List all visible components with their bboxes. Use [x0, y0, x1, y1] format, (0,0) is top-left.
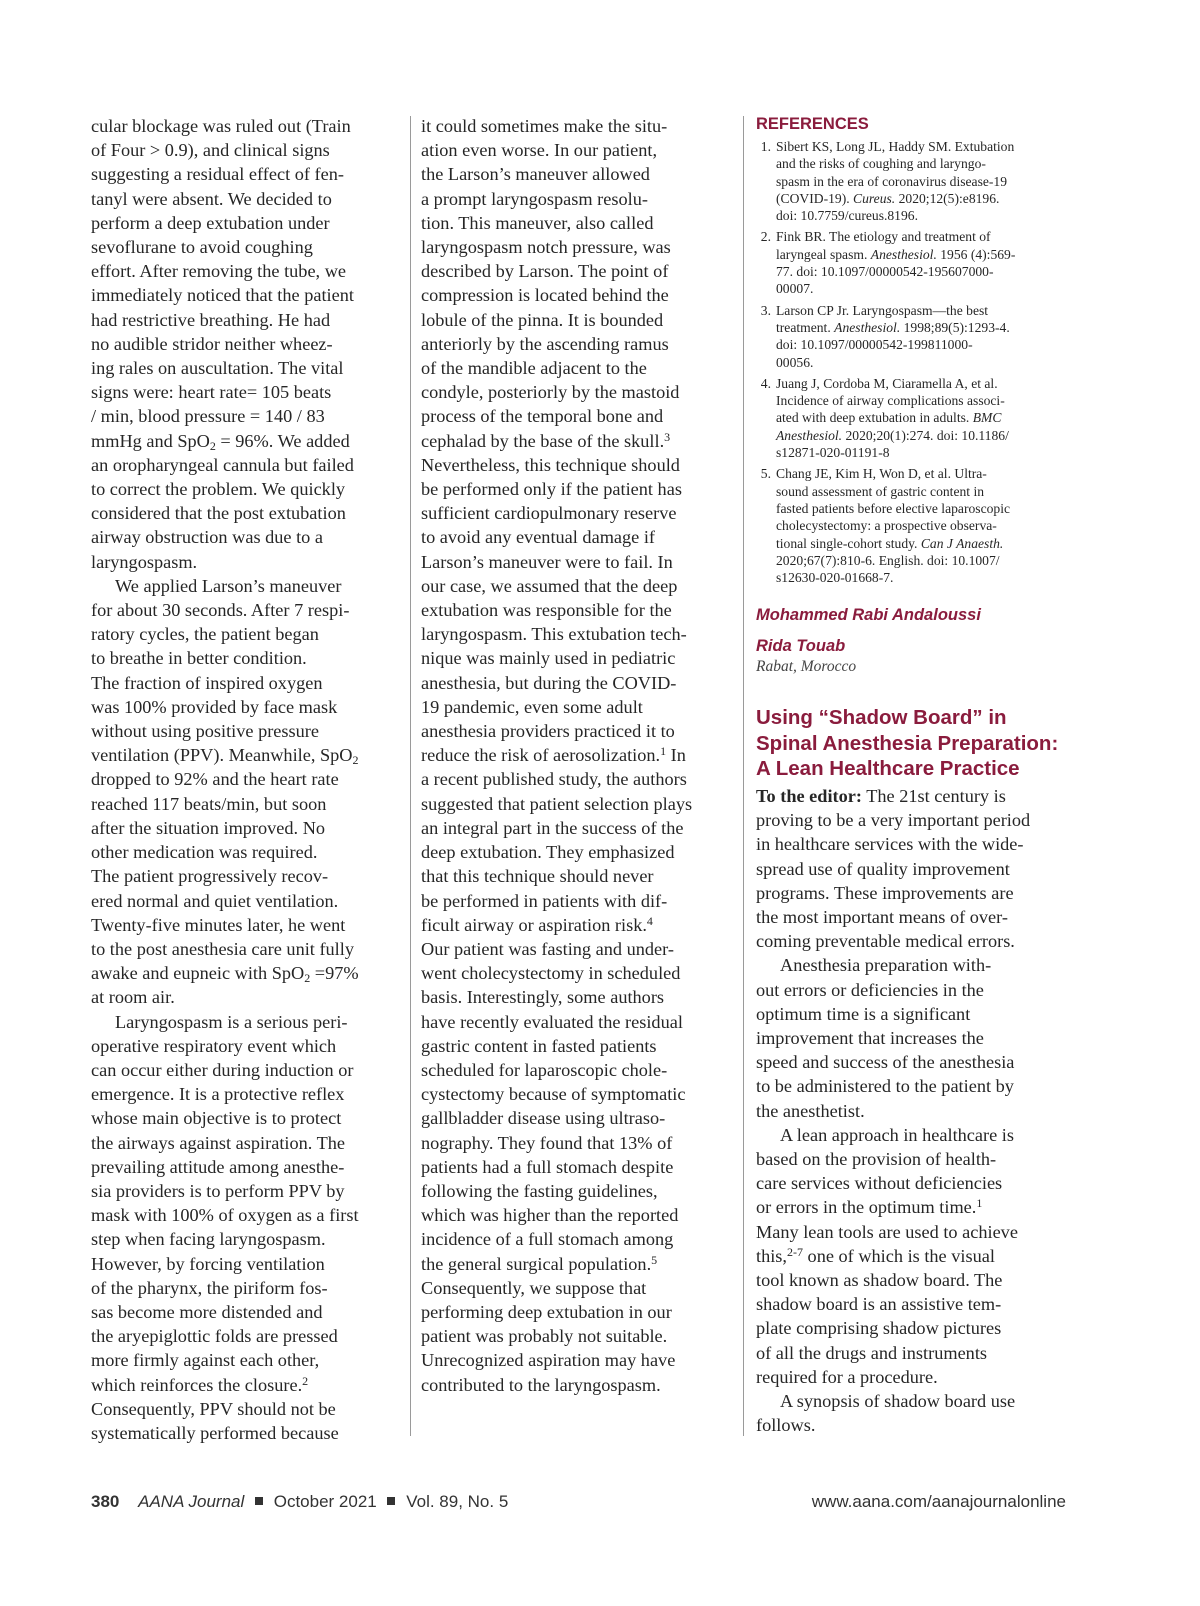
article-p3-b	[756, 1220, 1066, 1244]
page-footer	[91, 1492, 1066, 1516]
column-2	[421, 114, 736, 1397]
closure-line: which reinforces the closure.$^2$	[91, 1373, 309, 1395]
reference-3: 3. Larson CP Jr. Laryngospasm—the best treatment. Anesthesiol. 1998;89(5):1293-4. doi: 10.1097/00000542-199811000- 00056.	[760, 302, 1010, 370]
text-line: step when facing laryngospasm.	[91, 1229, 326, 1250]
text-line: spread use of quality improvement	[756, 858, 1010, 879]
col2-lines-b	[421, 453, 736, 743]
article-p2	[756, 978, 1066, 1123]
text-line: compression is located behind the	[421, 285, 669, 306]
text-line: other medication was required.	[91, 842, 318, 863]
text-line: required for a procedure.	[756, 1366, 938, 1387]
text-line: an integral part in the success of the	[421, 817, 684, 838]
column-divider-1	[410, 116, 411, 1436]
column-divider-2	[743, 116, 744, 1436]
text-line: to breathe in better condition.	[91, 648, 307, 669]
text-line: the most important means of over-	[756, 906, 1008, 927]
col2-lines-a	[421, 114, 736, 429]
text-line: shadow board is an assistive tem-	[756, 1294, 1002, 1315]
skull-line: cephalad by the base of the skull.$^3$	[421, 429, 671, 451]
text-line: dropped to 92% and the heart rate	[91, 769, 339, 790]
text-line: went cholecystectomy in scheduled	[421, 963, 681, 984]
optimum-time-line: or errors in the optimum time.$^1$	[756, 1196, 983, 1218]
text-line: 19 pandemic, even some adult	[421, 696, 643, 717]
text-line: nique was mainly used in pediatric	[421, 648, 676, 669]
text-line: condyle, posteriorly by the mastoid	[421, 382, 680, 403]
text-line: lobule of the pinna. It is bounded	[421, 309, 664, 330]
text-line: deep extubation. They emphasized	[421, 842, 675, 863]
text-line: can occur either during induction or	[91, 1059, 354, 1080]
text-line: patients had a full stomach despite	[421, 1156, 674, 1177]
article-title	[756, 705, 1066, 782]
text-line: ratory cycles, the patient began	[91, 624, 319, 645]
text-line: Larson’s maneuver were to fail. In	[421, 551, 673, 572]
text-line: more firmly against each other,	[91, 1350, 320, 1371]
text-line: follows.	[756, 1415, 816, 1436]
text-line: following the fasting guidelines,	[421, 1180, 658, 1201]
text-line: effort. After removing the tube, we	[91, 261, 347, 282]
text-line: Spinal Anesthesia Preparation:	[756, 731, 1059, 755]
text-line: described by Larson. The point of	[421, 261, 669, 282]
aspiration-risk-line: ficult airway or aspiration risk.$^4$	[421, 913, 653, 935]
text-line: for about 30 seconds. After 7 respi-	[91, 600, 350, 621]
text-line: tion. This maneuver, also called	[421, 212, 654, 233]
text-line: programs. These improvements are	[756, 882, 1014, 903]
text-line: extubation was responsible for the	[421, 600, 672, 621]
text-line: the Larson’s maneuver allowed	[421, 164, 650, 185]
text-line: sound assessment of gastric content in	[776, 483, 985, 499]
article-p1	[756, 808, 1066, 953]
text-line: scheduled for laparoscopic chole-	[421, 1059, 668, 1080]
text-line: of the mandible adjacent to the	[421, 358, 647, 379]
text-line: Many lean tools are used to achieve	[756, 1221, 1018, 1242]
text-line: reached 117 beats/min, but soon	[91, 793, 327, 814]
volume: Vol. 89, No. 5	[406, 1492, 509, 1511]
text-line: sufficient cardiopulmonary reserve	[421, 503, 677, 524]
text-line: have recently evaluated the residual	[421, 1011, 683, 1032]
column-3	[756, 114, 1066, 1437]
text-line: to be administered to the patient by	[756, 1076, 1014, 1097]
text-line: Consequently, we suppose that	[421, 1277, 647, 1298]
text-line: cular blockage was ruled out (Train	[91, 116, 351, 136]
text-line: speed and success of the anesthesia	[756, 1052, 1015, 1073]
text-line: plate comprising shadow pictures	[756, 1318, 1002, 1339]
col1-lines-d	[91, 767, 406, 961]
col1-lines-g	[91, 1397, 406, 1445]
para-larson-first-line: We applied Larson’s maneuver	[115, 575, 342, 596]
text-line: signs were: heart rate= 105 beats	[91, 382, 332, 403]
text-line: suggested that patient selection plays	[421, 793, 693, 814]
text-line: to the post anesthesia care unit fully	[91, 938, 354, 959]
text-line: airway obstruction was due to a	[91, 527, 324, 548]
text-line: tool known as shadow board. The	[756, 1269, 1003, 1290]
article-p3-first: A lean approach in healthcare is	[780, 1124, 1014, 1145]
text-line: nography. They found that 13% of	[421, 1132, 673, 1153]
text-line: Chang JE, Kim H, Won D, et al. Ultra-	[776, 466, 987, 482]
text-line: operative respiratory event which	[91, 1035, 337, 1056]
spo2-line-1: mmHg and SpO$_2$ = 96%. We added	[91, 430, 350, 453]
col1-lines-f	[91, 1034, 406, 1373]
text-line: the airways against aspiration. The	[91, 1132, 346, 1153]
separator-square-icon	[387, 1497, 395, 1505]
text-line: of all the drugs and instruments	[756, 1342, 988, 1363]
text-line: s12630-020-01668-7.	[776, 570, 894, 586]
text-line: Using “Shadow Board” in	[756, 706, 1007, 730]
article-p4-first: A synopsis of shadow board use	[780, 1391, 1016, 1411]
text-line: after the situation improved. No	[91, 817, 326, 838]
text-line: sas become more distended and	[91, 1301, 323, 1322]
text-line: that this technique should never	[421, 866, 654, 887]
text-line: to avoid any eventual damage if	[421, 527, 656, 548]
col2-lines-d	[421, 937, 736, 1252]
text-line: tanyl were absent. We decided to	[91, 188, 332, 209]
journal-name: AANA Journal	[138, 1492, 245, 1511]
text-line: performing deep extubation in our	[421, 1301, 672, 1322]
text-line: ered normal and quiet ventilation.	[91, 890, 339, 911]
page-number: 380	[91, 1492, 120, 1511]
article-p3-c	[756, 1268, 1066, 1389]
author-location: Rabat, Morocco	[756, 658, 857, 676]
text-line: suggesting a residual effect of fen-	[91, 164, 344, 185]
text-line: ing rales on auscultation. The vital	[91, 358, 344, 379]
text-line: of Four > 0.9), and clinical signs	[91, 140, 330, 161]
references-heading: REFERENCES	[756, 115, 869, 133]
spo2-line-2: ventilation (PPV). Meanwhile, SpO$_2$	[91, 745, 359, 768]
journal-url[interactable]: www.aana.com/aanajournalonline	[811, 1492, 1066, 1511]
col1-lines-a	[91, 114, 406, 429]
author-1: Mohammed Rabi Andaloussi	[756, 606, 981, 625]
text-line: process of the temporal bone and	[421, 406, 664, 427]
text-line: in healthcare services with the wide-	[756, 834, 1024, 855]
text-line: cholecystectomy: a prospective observa-	[776, 518, 997, 534]
text-line: proving to be a very important period	[756, 810, 1031, 831]
lead-line: To the editor: The 21st century is	[756, 785, 1006, 806]
text-line: sevoflurane to avoid coughing	[91, 237, 313, 258]
text-line: Consequently, PPV should not be	[91, 1398, 336, 1419]
text-line: incidence of a full stomach among	[421, 1229, 674, 1250]
text-line: which was higher than the reported	[421, 1205, 679, 1226]
text-line: A Lean Healthcare Practice	[756, 757, 1020, 781]
text-line: optimum time is a significant	[756, 1003, 971, 1024]
para-laryngospasm-first-line: Laryngospasm is a serious peri-	[115, 1011, 348, 1032]
text-line: no audible stridor neither wheez-	[91, 333, 333, 354]
text-line: the aryepiglottic folds are pressed	[91, 1326, 338, 1347]
text-line: 2020;67(7):810-6. English. doi: 10.1007/	[776, 552, 1000, 568]
article-p3	[756, 1147, 1066, 1195]
text-line: gallbladder disease using ultraso-	[421, 1108, 666, 1129]
text-line: out errors or deficiencies in the	[756, 979, 984, 1000]
text-line: a prompt laryngospasm resolu-	[421, 188, 648, 209]
text-line: mask with 100% of oxygen as a first	[91, 1205, 359, 1226]
text-line: spasm in the era of coronavirus disease-19	[776, 173, 1008, 189]
text-line: immediately noticed that the patient	[91, 285, 354, 306]
spo2-line-3: awake and eupneic with SpO$_2$ =97%	[91, 963, 359, 986]
text-line: Our patient was fasting and under-	[421, 938, 674, 959]
separator-square-icon	[255, 1497, 263, 1505]
surgical-population-line: the general surgical population.$^5$	[421, 1252, 658, 1274]
text-line: whose main objective is to protect	[91, 1108, 342, 1129]
text-line: 00007.	[776, 281, 814, 297]
text-line: at room air.	[91, 987, 175, 1008]
text-line: Incidence of airway complications associ-	[776, 393, 1005, 409]
text-line: it could sometimes make the situ-	[421, 116, 668, 136]
text-line: Unrecognized aspiration may have	[421, 1350, 676, 1371]
col2-lines-c	[421, 767, 736, 912]
text-line: fasted patients before elective laparoscopic	[776, 500, 1011, 516]
text-line: emergence. It is a protective reflex	[91, 1084, 345, 1105]
text-line: had restrictive breathing. He had	[91, 309, 331, 330]
reference-4: 4. Juang J, Cordoba M, Ciaramella A, et al. Incidence of airway complications associ- ated with deep extubation in adults. BMC Anesthesiol. 2020;20(1):274. doi: 10.1186/ s12871-020-01191-8	[760, 375, 1009, 461]
text-line: systematically performed because	[91, 1422, 339, 1443]
text-line: and the risks of coughing and laryngo-	[776, 156, 986, 172]
col2-lines-e	[421, 1276, 736, 1397]
article-p4	[756, 1413, 1066, 1437]
reference-5: 5. Chang JE, Kim H, Won D, et al. Ultra- sound assessment of gastric content in fasted patients before elective laparoscopic cholecystectomy: a prospective observa- tional single-cohort study. Can J Anaesth. 2020;67(7):810-6. English. doi: 10.1007/ s12630-020-01668-7.	[760, 466, 1011, 586]
text-line: contributed to the laryngospasm.	[421, 1374, 661, 1395]
text-line: coming preventable medical errors.	[756, 931, 1015, 952]
article-p2-first: Anesthesia preparation with-	[780, 955, 992, 976]
text-line: The patient progressively recov-	[91, 866, 329, 887]
text-line: laryngospasm.	[91, 551, 198, 572]
text-line: / min, blood pressure = 140 / 83	[91, 406, 325, 427]
text-line: basis. Interestingly, some authors	[421, 987, 665, 1008]
text-line: care services without deficiencies	[756, 1173, 1003, 1194]
text-line: Twenty-five minutes later, he went	[91, 914, 346, 935]
aerosolization-line: reduce the risk of aerosolization.$^1$ In	[421, 744, 686, 766]
text-line: The fraction of inspired oxygen	[91, 672, 323, 693]
text-line: be performed only if the patient has	[421, 479, 682, 500]
reference-2: 2. Fink BR. The etiology and treatment of laryngeal spasm. Anesthesiol. 1956 (4):569- 77. doi: 10.1097/00000542-195607000- 00007.	[760, 229, 1016, 297]
text-line: ation even worse. In our patient,	[421, 140, 658, 161]
text-line: Nevertheless, this technique should	[421, 454, 680, 475]
text-line: laryngospasm. This extubation tech-	[421, 624, 687, 645]
text-line: Juang J, Cordoba M, Ciaramella A, et al.	[776, 375, 998, 391]
text-line: Sibert KS, Long JL, Haddy SM. Extubation	[776, 139, 1015, 154]
text-line: without using positive pressure	[91, 721, 319, 742]
text-line: improvement that increases the	[756, 1027, 984, 1048]
text-line: the anesthetist.	[756, 1100, 865, 1121]
text-line: perform a deep extubation under	[91, 212, 330, 233]
text-line: based on the provision of health-	[756, 1148, 997, 1169]
text-line: anesthesia, but during the COVID-	[421, 672, 677, 693]
text-line: be performed in patients with dif-	[421, 890, 668, 911]
reference-1: 1. Sibert KS, Long JL, Haddy SM. Extubation and the risks of coughing and laryngo- spasm in the era of coronavirus disease-19 (COVID-19). Cureus. 2020;12(5):e8196. doi: 10.7759/cureus.8196.	[760, 139, 1015, 224]
text-line: gastric content in fasted patients	[421, 1035, 657, 1056]
text-line: patient was probably not suitable.	[421, 1326, 668, 1347]
visual-tool-line: this,$^{2-7}$ one of which is the visual	[756, 1244, 995, 1266]
col1-lines-b	[91, 453, 406, 574]
col1-lines-c	[91, 598, 406, 743]
text-line: 77. doi: 10.1097/00000542-195607000-	[776, 264, 994, 280]
column-1	[91, 114, 406, 1445]
text-line: sia providers is to perform PPV by	[91, 1180, 345, 1201]
text-line: considered that the post extubation	[91, 503, 346, 524]
text-line: cystectomy because of symptomatic	[421, 1084, 686, 1105]
text-line: However, by forcing ventilation	[91, 1253, 325, 1274]
text-line: anesthesia providers practiced it to	[421, 721, 675, 742]
text-line: anteriorly by the ascending ramus	[421, 333, 669, 354]
text-line: prevailing attitude among anesthe-	[91, 1156, 345, 1177]
text-line: laryngospasm notch pressure, was	[421, 237, 671, 258]
text-line: was 100% provided by face mask	[91, 696, 338, 717]
issue-date: October 2021	[273, 1492, 377, 1511]
text-line: a recent published study, the authors	[421, 769, 687, 790]
author-2: Rida Touab	[756, 637, 846, 656]
col1-lines-e	[91, 985, 406, 1009]
text-line: 00056.	[776, 354, 814, 370]
text-line: an oropharyngeal cannula but failed	[91, 454, 354, 475]
text-line: our case, we assumed that the deep	[421, 575, 678, 596]
text-line: doi: 10.1097/00000542-199811000-	[776, 337, 973, 353]
text-line: of the pharynx, the piriform fos-	[91, 1277, 328, 1298]
text-line: to correct the problem. We quickly	[91, 479, 346, 500]
